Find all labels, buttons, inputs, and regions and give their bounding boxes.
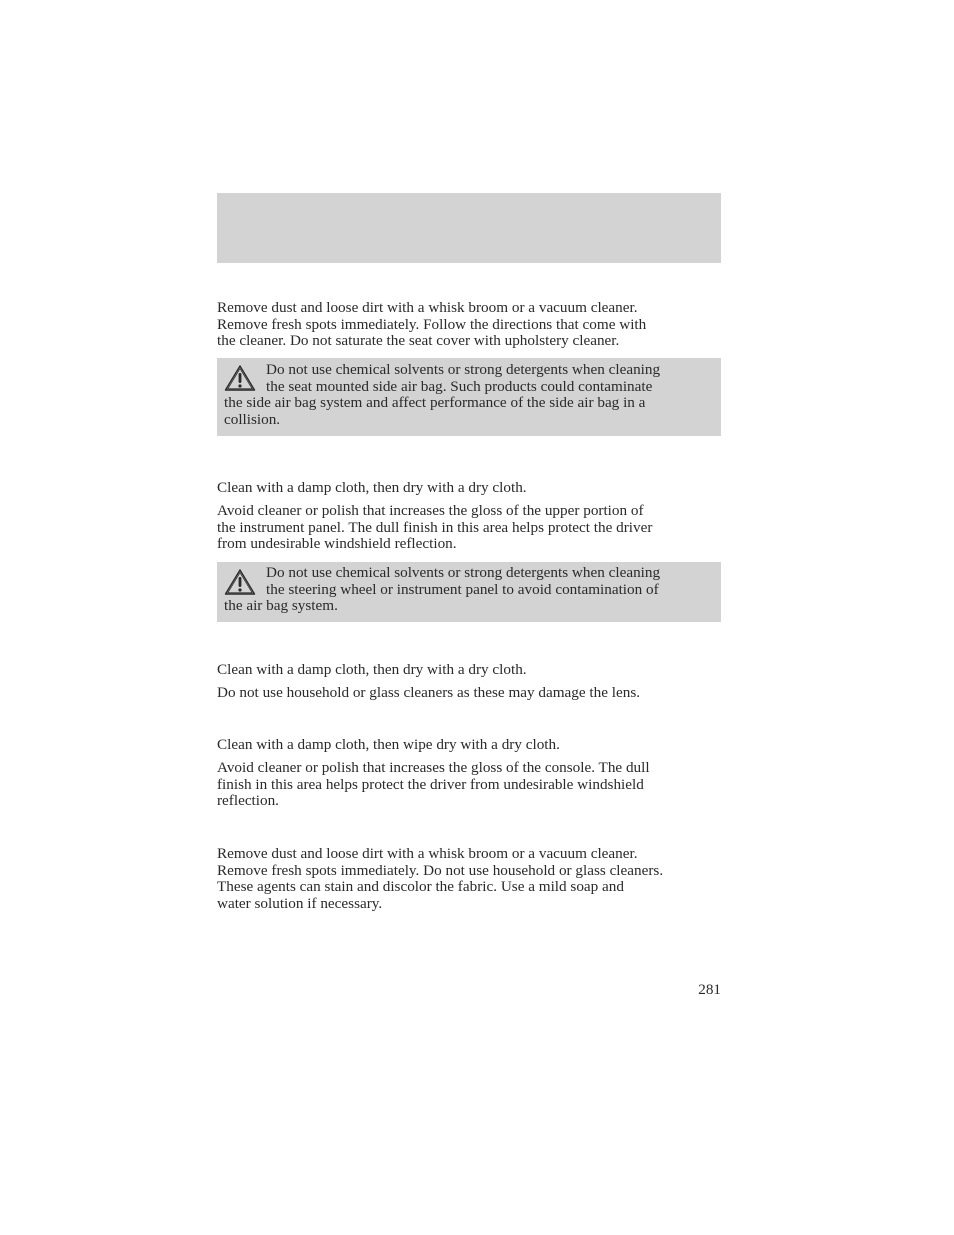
console-line1: Clean with a damp cloth, then wipe dry with a dry cloth. (217, 736, 560, 753)
section-header-band (217, 193, 721, 263)
seat-airbag-warning: Do not use chemical solvents or strong detergents when cleaning the seat mounted side air bag. Such products could contaminate the side air bag system and affect performance of the side air bag in a collision. (217, 358, 721, 436)
seats-paragraph: Remove dust and loose dirt with a whisk broom or a vacuum cleaner. Remove fresh spots immediately. Follow the directions that come with the cleaner. Do not saturate the seat cover with upholstery cleaner. (217, 299, 647, 349)
page-number: 281 (698, 981, 721, 998)
warning-triangle-icon (224, 364, 256, 392)
console-paragraph: Avoid cleaner or polish that increases the gloss of the console. The dull finish in this area helps protect the driver from undesirable windshield reflection. (217, 759, 650, 809)
headliner-paragraph: Remove dust and loose dirt with a whisk broom or a vacuum cleaner. Remove fresh spots immediately. Do not use household or glass cleaners. These agents can stain and discolor the fabric. Use a mild soap and water solution if necessary. (217, 845, 664, 912)
cluster-lens-line2: Do not use household or glass cleaners as these may damage the lens. (217, 684, 641, 701)
instrument-panel-paragraph: Avoid cleaner or polish that increases the gloss of the upper portion of the instrument panel. The dull finish in this area helps protect the driver from undesirable windshield reflection. (217, 502, 653, 552)
cluster-lens-line1: Clean with a damp cloth, then dry with a dry cloth. (217, 661, 527, 678)
instrument-panel-warning: Do not use chemical solvents or strong detergents when cleaning the steering wheel or instrument panel to avoid contamination of the air bag system. (217, 562, 721, 622)
warning-triangle-icon (224, 568, 256, 596)
instrument-panel-line1: Clean with a damp cloth, then dry with a dry cloth. (217, 479, 527, 496)
